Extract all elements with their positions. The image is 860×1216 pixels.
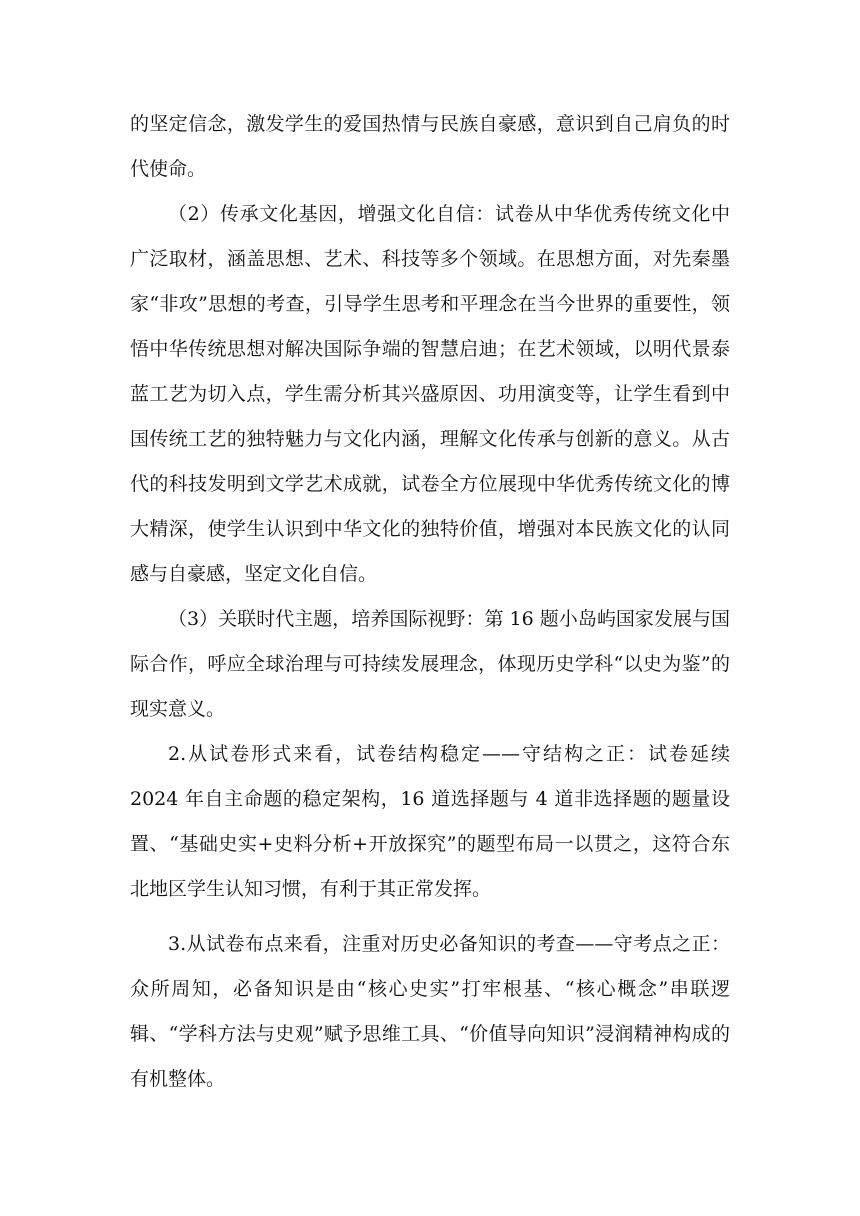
paragraph-knowledge-points: 3.从试卷布点来看，注重对历史必备知识的考查——守考点之正：众所周知，必备知识是由“核心史实”打牢根基、“核心概念”串联逻辑、“学科方法与史观”赋予思维工具、“价值导向知识”浸润精神构成的有机整体。 (130, 933, 730, 1090)
paragraph-culture-confidence: （2）传承文化基因，增强文化自信：试卷从中华优秀传统文化中广泛取材，涵盖思想、艺术、科技等多个领域。在思想方面，对先秦墨家“非攻”思想的考查，引导学生思考和平理念在当今世界的重要性，领悟中华传统思想对解决国际争端的智慧启迪；在艺术领域，以明代景泰蓝工艺为切入点，学生需分析其兴盛原因、功用演变等，让学生看到中国传统工艺的独特魅力与文化内涵，理解文化传承与创新的意义。从古代的科技发明到文学艺术成就，试卷全方位展现中华优秀传统文化的博大精深，使学生认识到中华文化的独特价值，增强对本民族文化的认同感与自豪感，坚定文化自信。 (130, 203, 730, 585)
paragraph-paper-structure: 2.从试卷形式来看，试卷结构稳定——守结构之正：试卷延续 2024 年自主命题的稳定架构，16 道选择题与 4 道非选择题的题量设置、“基础史实+史料分析+开放探究”的题型布局一以贯之，这符合东北地区学生认知习惯，有利于其正常发挥。 (130, 743, 730, 900)
document-body (130, 102, 730, 1102)
paragraph-international-vision: （3）关联时代主题，培养国际视野：第 16 题小岛屿国家发展与国际合作，呼应全球治理与可持续发展理念，体现历史学科“以史为鉴”的现实意义。 (130, 608, 730, 720)
paragraph-continuation: 的坚定信念，激发学生的爱国热情与民族自豪感，意识到自己肩负的时代使命。 (130, 113, 730, 180)
